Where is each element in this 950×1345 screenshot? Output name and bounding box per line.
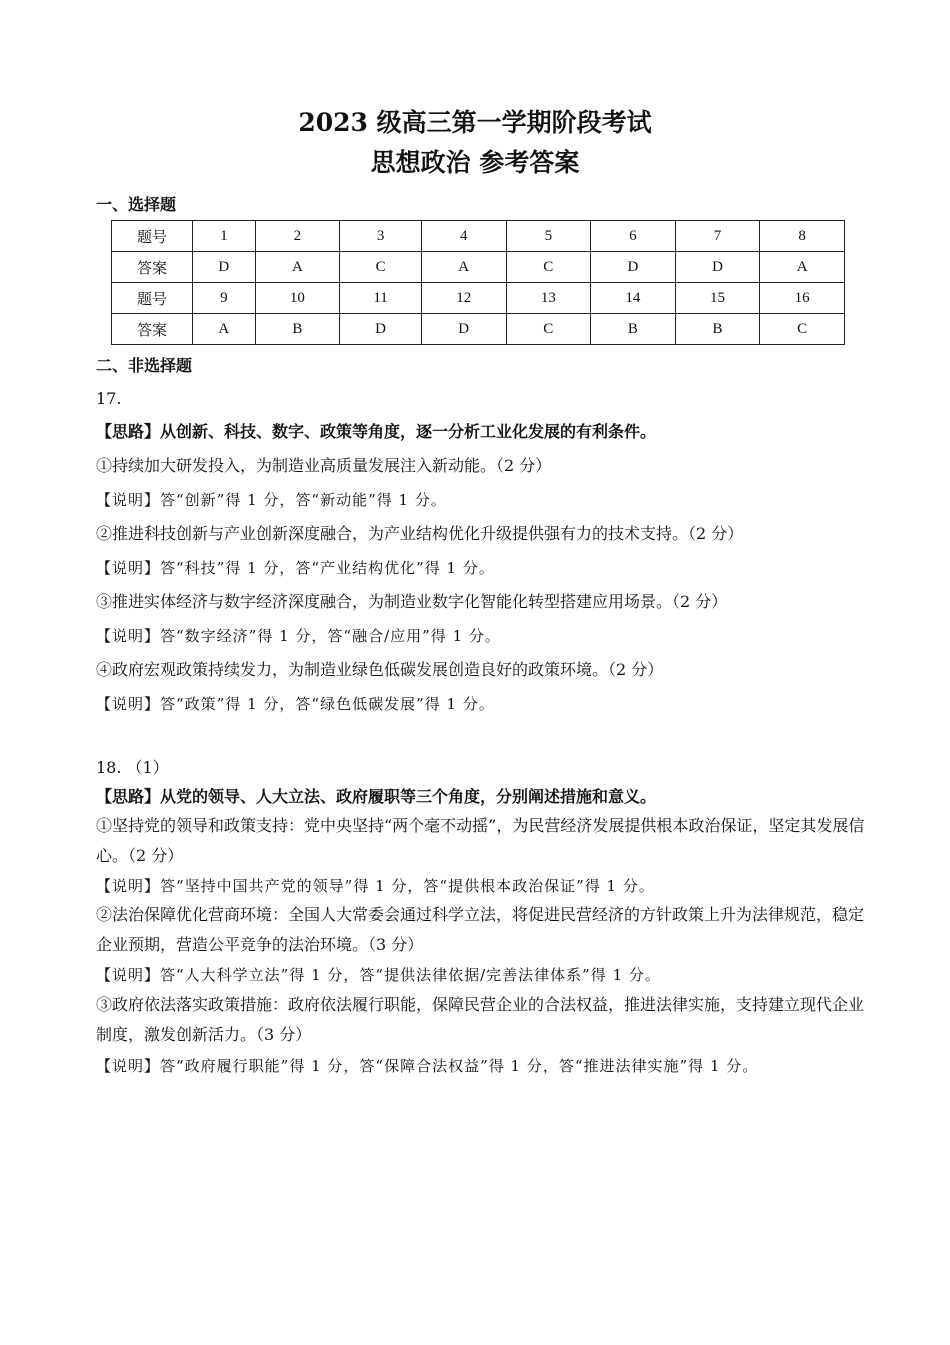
scoring-note: 【说明】答“科技”得 1 分，答“产业结构优化”得 1 分。	[96, 559, 495, 577]
answer-cell: A	[760, 252, 845, 283]
question-number: 11	[340, 283, 422, 314]
row-label: 题号	[112, 221, 193, 252]
question-17-number: 17.	[96, 389, 122, 408]
answer-cell: B	[591, 314, 676, 345]
table-row	[112, 221, 845, 252]
answer-point: ④政府宏观政策持续发力，为制造业绿色低碳发展创造良好的政策环境。（2 分）	[96, 660, 664, 679]
answer-point: ②法治保障优化营商环境：全国人大常委会通过科学立法，将促进民营经济的方针政策上升为法律规范，稳定企业预期，营造公平竞争的法治环境。（3 分）	[96, 905, 865, 954]
table-row	[112, 252, 845, 283]
answer-cell: D	[340, 314, 422, 345]
question-number: 10	[255, 283, 340, 314]
answer-cell: D	[675, 252, 760, 283]
question-number: 12	[421, 283, 506, 314]
table-row	[112, 314, 845, 345]
table-row	[112, 283, 845, 314]
question-17-idea: 【思路】从创新、科技、数字、政策等角度，逐一分析工业化发展的有利条件。	[96, 422, 657, 441]
scoring-note: 【说明】答“创新”得 1 分，答“新动能”得 1 分。	[96, 491, 447, 509]
question-number: 8	[760, 221, 845, 252]
question-number: 4	[421, 221, 506, 252]
question-number: 13	[506, 283, 591, 314]
answer-cell: B	[255, 314, 340, 345]
question-number: 6	[591, 221, 676, 252]
page-subtitle: 思想政治 参考答案	[370, 148, 580, 177]
answer-cell: A	[255, 252, 340, 283]
question-number: 15	[675, 283, 760, 314]
scoring-note: 【说明】答“坚持中国共产党的领导”得 1 分，答“提供根本政治保证”得 1 分。	[96, 877, 655, 895]
scoring-note: 【说明】答“政策”得 1 分，答“绿色低碳发展”得 1 分。	[96, 695, 495, 713]
answer-cell: C	[760, 314, 845, 345]
answer-cell: D	[421, 314, 506, 345]
answer-point: ③政府依法落实政策措施：政府依法履行职能，保障民营企业的合法权益，推进法律实施，支持建立现代企业制度，激发创新活力。（3 分）	[96, 995, 865, 1044]
question-number: 7	[675, 221, 760, 252]
question-number: 5	[506, 221, 591, 252]
answer-point: ③推进实体经济与数字经济深度融合，为制造业数字化智能化转型搭建应用场景。（2 分）	[96, 592, 728, 611]
row-label: 答案	[112, 314, 193, 345]
section-heading-nonchoice: 二、非选择题	[96, 356, 193, 375]
answer-cell: B	[675, 314, 760, 345]
scoring-note: 【说明】答“政府履行职能”得 1 分，答“保障合法权益”得 1 分，答“推进法律实施”得 1 分。	[96, 1057, 759, 1075]
answer-point: ①坚持党的领导和政策支持：党中央坚持“两个毫不动摇”，为民营经济发展提供根本政治保证，坚定其发展信心。（2 分）	[96, 816, 865, 865]
page-title: 2023 级高三第一学期阶段考试	[298, 108, 652, 137]
answer-cell: C	[506, 252, 591, 283]
answer-table	[111, 220, 845, 345]
answer-point: ②推进科技创新与产业创新深度融合，为产业结构优化升级提供强有力的技术支持。（2 分）	[96, 524, 744, 543]
scoring-note: 【说明】答“数字经济”得 1 分，答“融合/应用”得 1 分。	[96, 627, 501, 645]
answer-cell: C	[506, 314, 591, 345]
answer-cell: D	[591, 252, 676, 283]
question-number: 3	[340, 221, 422, 252]
row-label: 答案	[112, 252, 193, 283]
answer-cell: A	[193, 314, 256, 345]
answer-cell: C	[340, 252, 422, 283]
answer-point: ①持续加大研发投入，为制造业高质量发展注入新动能。（2 分）	[96, 456, 552, 475]
question-number: 14	[591, 283, 676, 314]
row-label: 题号	[112, 283, 193, 314]
answer-cell: D	[193, 252, 256, 283]
scoring-note: 【说明】答“人大科学立法”得 1 分，答“提供法律依据/完善法律体系”得 1 分。	[96, 966, 661, 984]
question-number: 16	[760, 283, 845, 314]
question-number: 1	[193, 221, 256, 252]
question-18-idea: 【思路】从党的领导、人大立法、政府履职等三个角度，分别阐述措施和意义。	[96, 787, 657, 806]
question-number: 9	[193, 283, 256, 314]
question-18-number: 18. （1）	[96, 758, 169, 777]
section-heading-choice: 一、选择题	[96, 195, 177, 214]
question-number: 2	[255, 221, 340, 252]
answer-cell: A	[421, 252, 506, 283]
